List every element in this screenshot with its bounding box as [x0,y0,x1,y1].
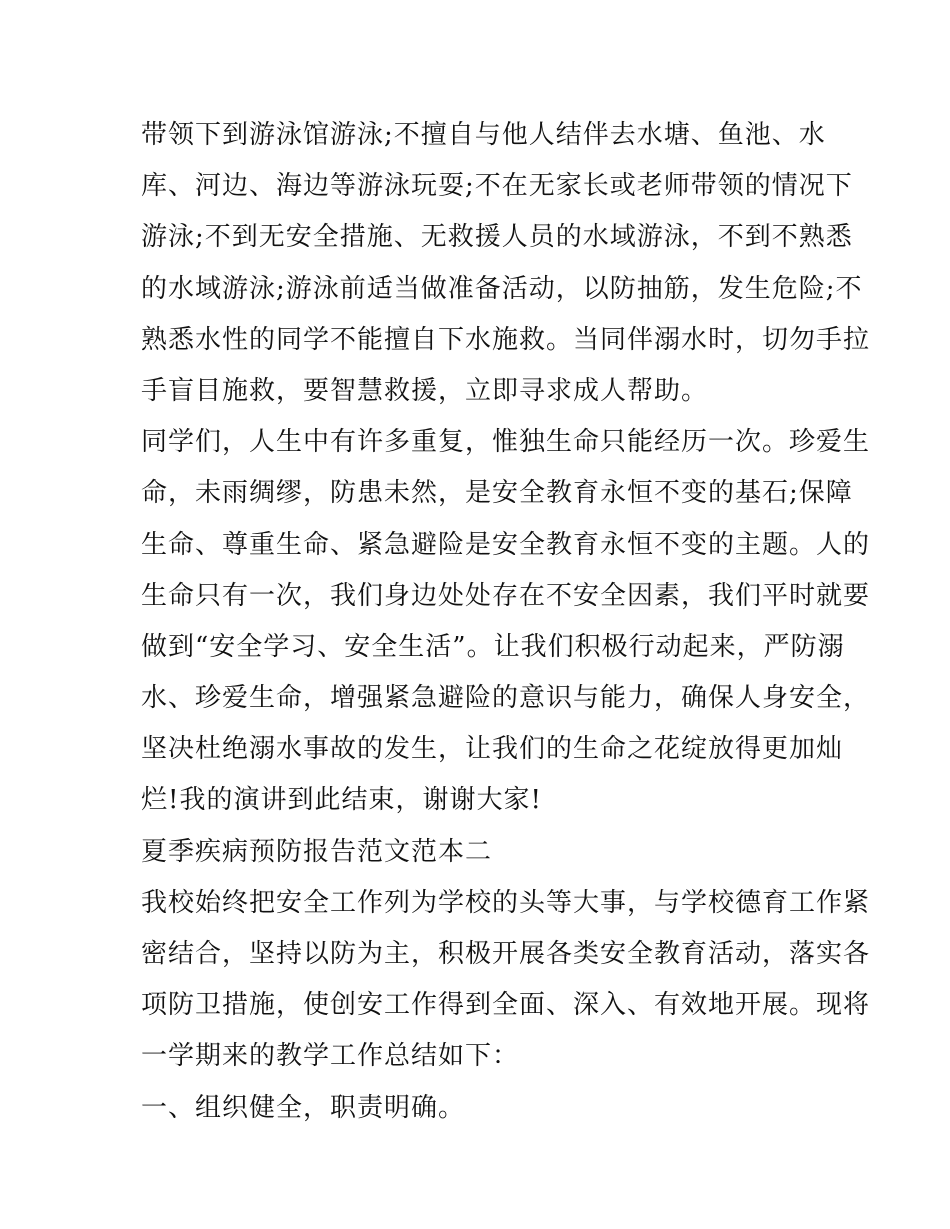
text-line: 带领下到游泳馆游泳;不擅自与他人结伴去水塘、鱼池、水 [141,120,826,150]
text-line: 命，未雨绸缪，防患未然，是安全教育永恒不变的基石;保障 [141,478,853,509]
text-line: 的水域游泳;游泳前适当做准备活动，以防抽筋，发生危险;不 [141,273,863,304]
document-body [141,110,871,1134]
section-heading: 夏季疾病预防报告范文范本二 [141,836,493,867]
text-line: 手盲目施救，要智慧救援，立即寻求成人帮助。 [141,375,709,406]
text-line: 烂!我的演讲到此结束，谢谢大家! [141,785,542,816]
text-line: 库、河边、海边等游泳玩耍;不在无家长或老师带领的情况下 [141,171,853,202]
text-line: 密结合，坚持以防为主，积极开展各类安全教育活动，落实各 [141,939,871,969]
text-line: 游泳;不到无安全措施、无救援人员的水域游泳，不到不熟悉 [141,222,853,253]
text-line: 我校始终把安全工作列为学校的头等大事，与学校德育工作紧 [141,887,871,918]
text-line: 项防卫措施，使创安工作得到全面、深入、有效地开展。现将 [141,990,871,1021]
text-line: 生命只有一次，我们身边处处存在不安全因素，我们平时就要 [141,580,871,611]
text-line: 生命、尊重生命、紧急避险是安全教育永恒不变的主题。人的 [141,529,871,560]
text-line: 坚决杜绝溺水事故的发生，让我们的生命之花绽放得更加灿 [141,734,844,765]
text-line: 同学们，人生中有许多重复，惟独生命只能经历一次。珍爱生 [141,427,871,458]
text-line: 熟悉水性的同学不能擅自下水施救。当同伴溺水时，切勿手拉 [141,324,871,355]
text-line: 做到“安全学习、安全生活”。让我们积极行动起来，严防溺 [141,631,845,662]
text-line: 水、珍爱生命，增强紧急避险的意识与能力，确保人身安全， [141,683,871,714]
list-heading: 一、组织健全，职责明确。 [141,1092,466,1123]
text-line: 一学期来的教学工作总结如下： [141,1041,520,1072]
